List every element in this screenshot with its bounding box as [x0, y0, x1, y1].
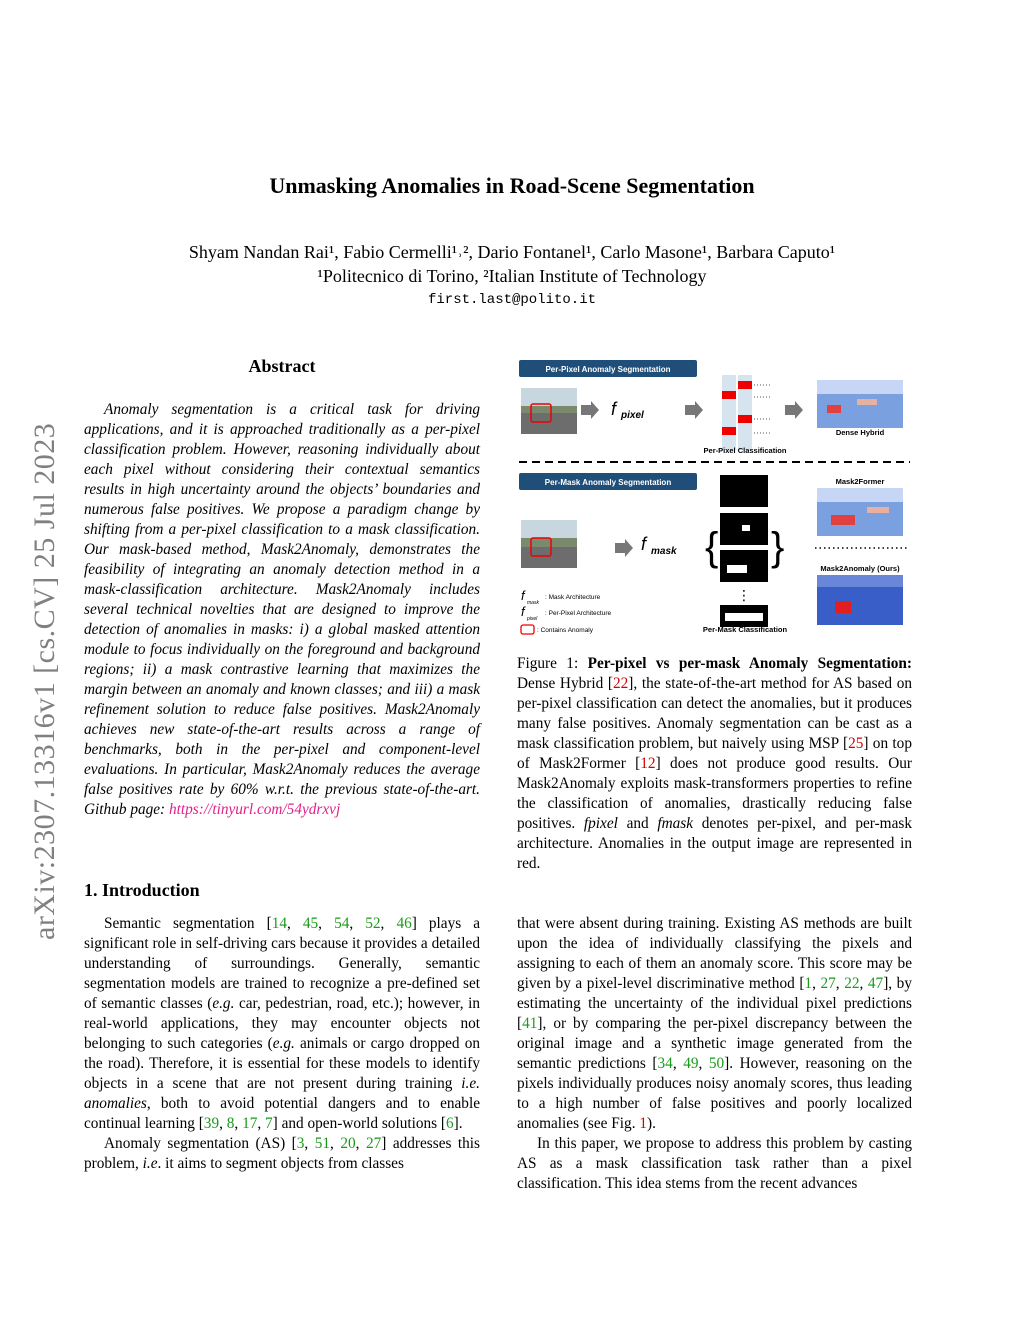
right-paragraph-2: In this paper, we propose to address this problem by casting AS as a mask classification task rather than a pixel classification. This idea stems from the recent advances: [517, 1135, 912, 1192]
mask2anomaly-label: Mask2Anomaly (Ours): [820, 564, 900, 573]
per-mask-classification-label: Per-Mask Classification: [702, 625, 788, 634]
f-mask-label: mask: [651, 546, 677, 557]
legend-pixel: : Per-Pixel Architecture: [545, 610, 612, 617]
abstract-text: Anomaly segmentation is a critical task for driving applications, and it is approached traditionally as a per-pixel classification problem. However, reasoning individually about each pixel without considering their contextual semantics results in high uncertainty around the objects’ boundaries and numerous false positives. We propose a paradigm change by shifting from a per-pixel classification to a mask classification. Our mask-based method, Mask2Anomaly, demonstrates the feasibility of integrating an anomaly detection method in a mask-classification architecture. Mask2Anomaly includes several technical novelties that are designed to improve the detection of anomalies in masks: i) a global masked attention module to focus individually on the foreground and background regions; ii) a mask contrastive learning that maximizes the margin between an anomaly and known classes; and iii) a mask refinement solution to reduce false positives. Mask2Anomaly achieves new state-of-the-art results across a range of benchmarks, both in the per-pixel and component-level evaluations. In particular, Mask2Anomaly reduces the average false positives rate by 60% w.r.t. the previous state-of-the-art. Github page:: [84, 401, 480, 818]
intro-paragraph-2: Anomaly segmentation (AS) [3, 51, 20, 27] addresses this problem, i.e. it aims to segment objects from classes: [84, 1135, 481, 1172]
legend-mask: : Mask Architecture: [545, 594, 601, 601]
citation[interactable]: 17: [242, 1115, 258, 1132]
left-brace: {: [705, 525, 719, 569]
authors-line: Shyam Nandan Rai¹, Fabio Cermelli¹˒², Dario Fontanel¹, Carlo Masone¹, Barbara Caputo¹: [188, 242, 836, 262]
right-paragraph-1: that were absent during training. Existing AS methods are built upon the idea of individually classifying the pixels and assigning to each of them an anomaly score. This score may be given by a pixel-level discriminative method [1, 27, 22, 47], by estimating the uncertainty of the individual pixel predictions [41], or by comparing the per-pixel discrepancy between the original image and a synthetic image generated from the semantic predictions [34, 49, 50]. However, reasoning on the pixels individually produces noisy anomaly scores, thus leading to a high number of false positives and poorly localized anomalies (see Fig. 1).: [517, 915, 912, 1132]
right-brace: }: [771, 525, 785, 569]
citation[interactable]: 27: [820, 975, 836, 992]
road-scene-image-top: [521, 388, 577, 434]
citation[interactable]: 12: [640, 755, 656, 772]
per-pixel-banner-label: Per-Pixel Anomaly Segmentation: [545, 365, 671, 374]
citation[interactable]: 52: [365, 915, 381, 932]
paper-title: Unmasking Anomalies in Road-Scene Segmentation: [269, 173, 755, 198]
citation[interactable]: 22: [613, 675, 629, 692]
svg-text:⋮: ⋮: [737, 587, 751, 603]
abstract-body: [84, 400, 480, 820]
citation[interactable]: 22: [844, 975, 860, 992]
figure-caption: Figure 1: Per-pixel vs per-mask Anomaly Segmentation: Dense Hybrid [22], the state-of-the-art method for AS based on per-pixel classification can detect the anomalies, but it produces many false positives. Anomaly segmentation can be cast as a mask classification problem, but naively using MSP [25] on top of Mask2Former [12] does not produce good results. Our Mask2Anomaly exploits mask-transformers properties to refine the classification of anomalies, drastically reducing false positives. fpixel and fmask denotes per-pixel, and per-mask architecture. Anomalies in the output image are represented in red.: [517, 655, 912, 872]
arxiv-stamp: arXiv:2307.13316v1 [cs.CV] 25 Jul 2023: [28, 422, 61, 940]
anomaly-box-icon: [521, 625, 534, 634]
github-link[interactable]: https://tinyurl.com/54ydrxvj: [168, 801, 341, 818]
svg-text:pixel: pixel: [527, 616, 538, 622]
citation[interactable]: 41: [522, 1015, 538, 1032]
citation[interactable]: 25: [848, 735, 864, 752]
citation[interactable]: 50: [708, 1055, 725, 1072]
legend: [521, 588, 611, 634]
dense-hybrid-output: [817, 380, 903, 428]
f-symbol: f: [521, 588, 525, 603]
citation[interactable]: 14: [271, 915, 287, 932]
legend-anomaly: : Contains Anomaly: [537, 627, 594, 634]
email: first.last@polito.it: [427, 292, 597, 308]
mask2former-label: Mask2Former: [835, 477, 885, 486]
arrow-icon: [581, 401, 599, 419]
citation[interactable]: 8: [226, 1115, 235, 1132]
citation[interactable]: 51: [314, 1135, 331, 1152]
f-symbol: f: [611, 399, 617, 419]
arrow-icon: [615, 539, 633, 557]
citation[interactable]: 54: [334, 915, 350, 932]
mask-stack: [720, 475, 768, 627]
figure-1: [517, 355, 912, 635]
per-pixel-classification-grid: [722, 375, 772, 450]
citation[interactable]: 20: [340, 1135, 356, 1152]
road-scene-image-bottom: [521, 520, 577, 568]
citation[interactable]: 27: [365, 1135, 382, 1152]
intro-heading: 1. Introduction: [84, 880, 200, 900]
caption-bold: Per-pixel vs per-mask Anomaly Segmentation:: [587, 655, 912, 672]
citation[interactable]: 7: [265, 1115, 273, 1132]
citation[interactable]: 3: [296, 1135, 305, 1152]
per-pixel-classification-label: Per-Pixel Classification: [703, 446, 787, 455]
mask2anomaly-output: [817, 575, 903, 625]
abstract-heading: Abstract: [248, 356, 316, 376]
f-symbol: f: [641, 534, 647, 554]
citation[interactable]: 45: [302, 915, 319, 932]
citation[interactable]: 49: [683, 1055, 699, 1072]
intro-paragraph-1: Semantic segmentation [14, 45, 54, 52, 46] plays a significant role in self-driving cars because it provides a detailed understanding of surroundings. Generally, semantic segmentation models are trained to recognize a pre-defined set of semantic classes (e.g. car, pedestrian, road, etc.); however, in real-world applications, they may encounter objects not belonging to such categories (e.g. animals or cargo dropped on the road). Therefore, it is essential for these models to identify objects in a scene that are not present during training i.e. anomalies, both to avoid potential dangers and to enable continual learning [39, 8, 17, 7] and open-world solutions [6].: [84, 915, 481, 1132]
f-symbol: f: [521, 604, 525, 619]
per-mask-banner-label: Per-Mask Anomaly Segmentation: [544, 478, 672, 487]
citation[interactable]: 34: [657, 1055, 673, 1072]
figure-ref[interactable]: 1: [639, 1115, 648, 1132]
right-column-body: [517, 914, 912, 1194]
f-pixel-label: pixel: [621, 410, 644, 421]
arrow-icon: [685, 401, 703, 419]
mask2former-output: [817, 488, 903, 536]
citation[interactable]: 46: [396, 915, 412, 932]
citation[interactable]: 1: [804, 975, 813, 992]
affiliations-line: ¹Politecnico di Torino, ²Italian Institute of Technology: [317, 266, 707, 286]
dense-hybrid-label: Dense Hybrid: [835, 428, 885, 437]
citation[interactable]: 6: [446, 1115, 454, 1132]
intro-body: [84, 914, 480, 1174]
arrow-icon: [785, 401, 803, 419]
citation[interactable]: 47: [867, 975, 884, 992]
citation[interactable]: 39: [203, 1115, 220, 1132]
svg-text:mask: mask: [527, 600, 539, 606]
author-block: [0, 240, 1024, 288]
